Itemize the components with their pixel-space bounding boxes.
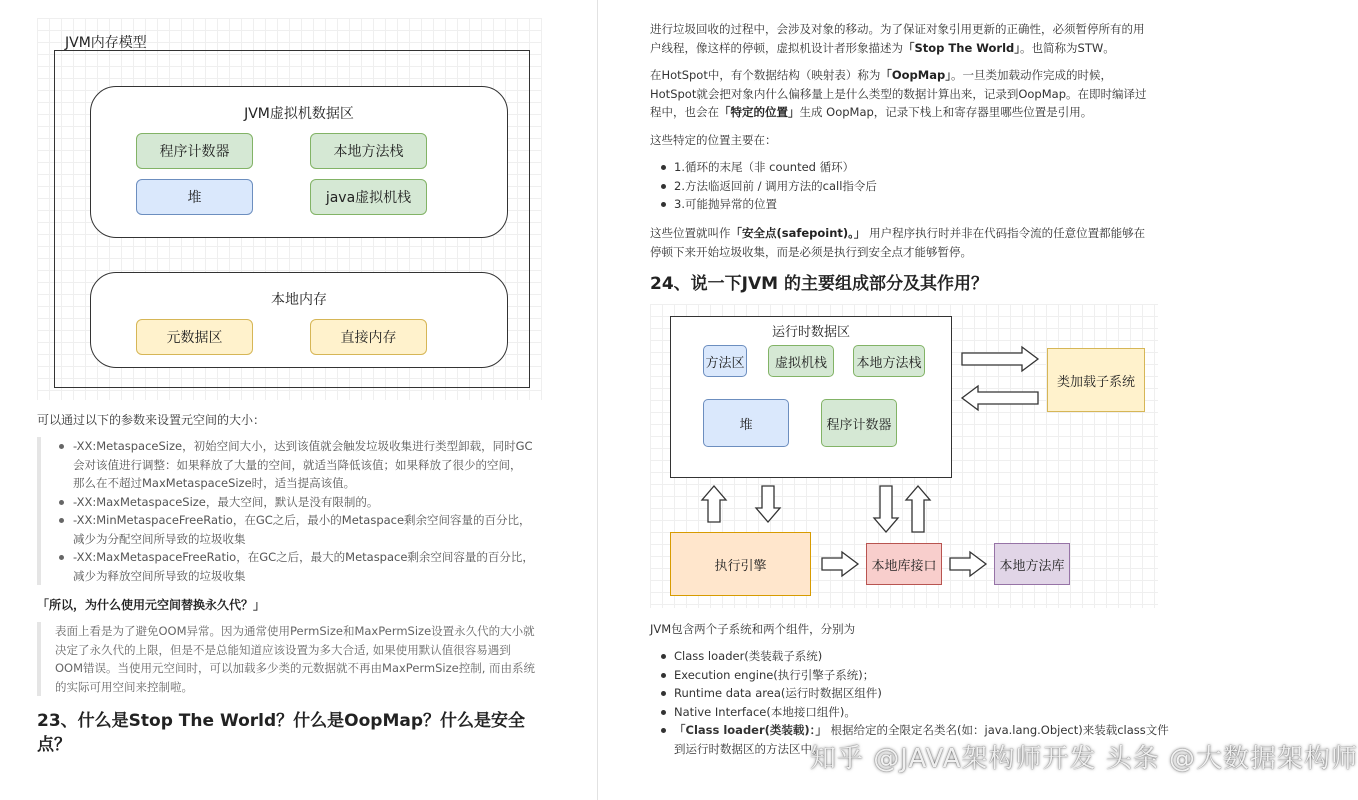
safepoint-paragraph — [650, 224, 1145, 261]
heap-box: 堆 — [136, 179, 253, 215]
stw-line2-post: 。也简称为STW。 — [1020, 40, 1115, 55]
method-area-box: 方法区 — [703, 345, 747, 377]
why-metaspace-title: 「所以，为什么使用元空间替换永久代？」 — [37, 598, 266, 612]
watermark: 知乎 @JAVA架构师开发 头条 @大数据架构师 — [810, 744, 1358, 774]
arrow-down-to-exec-engine — [756, 486, 780, 522]
class-loader-desc-line2: 到运行时数据区的方法区中。 — [674, 741, 824, 756]
safe-line1-post: 用户程序执行时并非在代码指令流的任意位置都能够在 — [865, 226, 1146, 240]
param-line: -XX:MinMetaspaceFreeRatio，在GC之后，最小的Metaspace剩余空间容量的百分比， — [73, 513, 531, 527]
why-line: 的实际可用空间来控制啦。 — [55, 679, 193, 694]
component-item: Execution engine(执行引擎子系统)； — [650, 666, 1169, 685]
stw-line1: 进行垃圾回收的过程中，会涉及对象的移动。为了保证对象引用更新的正确性，必须暂停所有的用 — [650, 22, 1145, 36]
components-intro: JVM包含两个子系统和两个组件，分别为 — [650, 622, 856, 636]
param-line: 减少为释放空间所导致的垃圾收集 — [73, 568, 246, 583]
component-item: Class loader(类装载子系统) — [650, 647, 1169, 666]
diagram-arrows — [650, 304, 1158, 608]
position-item: 3.可能抛异常的位置 — [650, 195, 877, 214]
stw-paragraph — [650, 20, 1145, 57]
jvm-memory-title: JVM内存模型 — [65, 35, 147, 51]
position-item: 2.方法临返回前 / 调用方法的call指令后 — [650, 177, 877, 196]
safe-term: 「安全点(safepoint)。」 — [730, 226, 866, 240]
arrow-up-from-native-interface — [906, 486, 930, 532]
param-min-free-ratio — [55, 511, 537, 548]
oop-line2: HotSpot就会把对象内什么偏移量上是什么类型的数据计算出来，记录到OopMap。在即时编译过 — [650, 86, 1147, 101]
oop-line1-post: 。一旦类加载动作完成的时候， — [950, 68, 1112, 82]
safe-line2: 停顿下来开始垃圾收集，而是必须是执行到安全点才能够暂停。 — [650, 244, 972, 259]
positions-intro: 这些特定的位置主要在： — [650, 133, 777, 147]
class-loader-desc-text: 根据给定的全限定名类名(如：java.lang.Object)来装载class文件 — [826, 723, 1169, 737]
runtime-heap-box: 堆 — [703, 399, 789, 447]
param-line: -XX:MaxMetaspaceFreeRatio，在GC之后，最大的Metaspace剩余空间容量的百分比， — [73, 550, 534, 564]
oop-line3 — [650, 103, 1147, 122]
param-line: 减少为分配空间所导致的垃圾收集 — [73, 531, 246, 546]
class-loader-term: 「Class loader(类装载)：」 — [674, 723, 827, 737]
params-intro: 可以通过以下的参数来设置元空间的大小： — [37, 413, 266, 427]
native-lib-box: 本地方法库 — [994, 543, 1070, 585]
arrow-up-from-exec-engine — [702, 486, 726, 522]
heading-23-line1: 23、什么是Stop The World？什么是OopMap？什么是安全 — [37, 711, 526, 731]
why-line: 表面上看是为了避免OOM异常。因为通常使用PermSize和MaxPermSize设置永久代的大小就 — [55, 624, 535, 638]
arrow-left-from-class-loader — [962, 386, 1038, 410]
why-metaspace-block — [37, 622, 537, 696]
arrow-interface-to-lib — [950, 552, 986, 576]
param-max-free-ratio — [55, 548, 537, 585]
stw-line2 — [650, 39, 1145, 58]
component-item: Runtime data area(运行时数据区组件) — [650, 684, 1169, 703]
param-metaspace-size — [55, 437, 537, 493]
class-loader-desc-line1 — [674, 721, 1169, 740]
param-line: 会对该值进行调整：如果释放了大量的空间，就适当降低该值；如果释放了很少的空间， — [73, 457, 522, 472]
why-line: OOM错误。当使用元空间时，可以加载多少类的元数据就不再由MaxPermSize控制, 而由系统 — [55, 661, 536, 675]
java-vm-stack-box: java虚拟机栈 — [310, 179, 427, 215]
stw-term: 「Stop The World」 — [903, 40, 1021, 55]
param-line: 那么在不超过MaxMetaspaceSize时，适当提高该值。 — [73, 476, 356, 490]
jvm-memory-model-diagram — [37, 18, 542, 400]
native-stack-box: 本地方法栈 — [853, 345, 925, 377]
heading-24: 24、说一下JVM 的主要组成部分及其作用？ — [650, 274, 988, 294]
heading-23 — [37, 709, 525, 757]
safe-line1 — [650, 224, 1145, 243]
runtime-data-area-title: 运行时数据区 — [771, 325, 850, 340]
exec-engine-box: 执行引擎 — [670, 532, 811, 596]
jvm-data-area-title: JVM虚拟机数据区 — [244, 106, 354, 122]
param-line: -XX:MaxMetaspaceSize，最大空间，默认是没有限制的。 — [73, 494, 379, 509]
jvm-data-area-panel — [90, 86, 508, 238]
why-line: 决定了永久代的上限，但是不是总能知道应该设置为多大合适, 如果使用默认值很容易遇到 — [55, 642, 511, 657]
page-divider — [597, 0, 598, 800]
position-item: 1.循环的末尾（非 counted 循环） — [650, 158, 877, 177]
oop-line1-pre: 在HotSpot中，有个数据结构（映射表）称为 — [650, 68, 881, 82]
oop-term2: 「特定的位置」 — [719, 105, 800, 119]
direct-memory-box: 直接内存 — [310, 319, 427, 355]
class-loader-box: 类加载子系统 — [1047, 348, 1145, 412]
native-memory-title: 本地内存 — [271, 292, 327, 308]
positions-list — [650, 158, 877, 214]
vm-stack-box: 虚拟机栈 — [768, 345, 834, 377]
params-list-block — [37, 437, 537, 585]
oop-line1 — [650, 66, 1147, 85]
jvm-components-diagram — [650, 304, 1158, 608]
metaspace-box: 元数据区 — [136, 319, 253, 355]
arrow-exec-to-interface — [822, 552, 858, 576]
param-line: -XX:MetaspaceSize，初始空间大小，达到该值就会触发垃圾收集进行类型卸载，同时GC — [73, 439, 533, 453]
oop-line3-post: 生成 OopMap，记录下栈上和寄存器里哪些位置是引用。 — [799, 105, 1093, 119]
param-max-metaspace-size — [55, 493, 537, 512]
oop-line3-pre: 程中，也会在 — [650, 105, 719, 119]
oopmap-paragraph — [650, 66, 1147, 122]
arrow-down-to-native-interface — [874, 486, 898, 532]
component-item: Native Interface(本地接口组件)。 — [650, 703, 1169, 722]
oop-term: 「OopMap」 — [880, 68, 951, 82]
safe-line1-pre: 这些位置就叫作 — [650, 226, 731, 240]
program-counter-box: 程序计数器 — [136, 133, 253, 169]
native-memory-panel — [90, 272, 508, 368]
heading-23-line2: 点？ — [37, 735, 71, 755]
stw-line2-pre: 户线程，像这样的停顿，虚拟机设计者形象描述为 — [650, 40, 903, 55]
native-interface-box: 本地库接口 — [866, 543, 942, 585]
params-list — [55, 437, 537, 585]
arrow-right-to-class-loader — [962, 347, 1038, 371]
native-method-stack-box: 本地方法栈 — [310, 133, 427, 169]
runtime-pc-box: 程序计数器 — [821, 399, 897, 447]
